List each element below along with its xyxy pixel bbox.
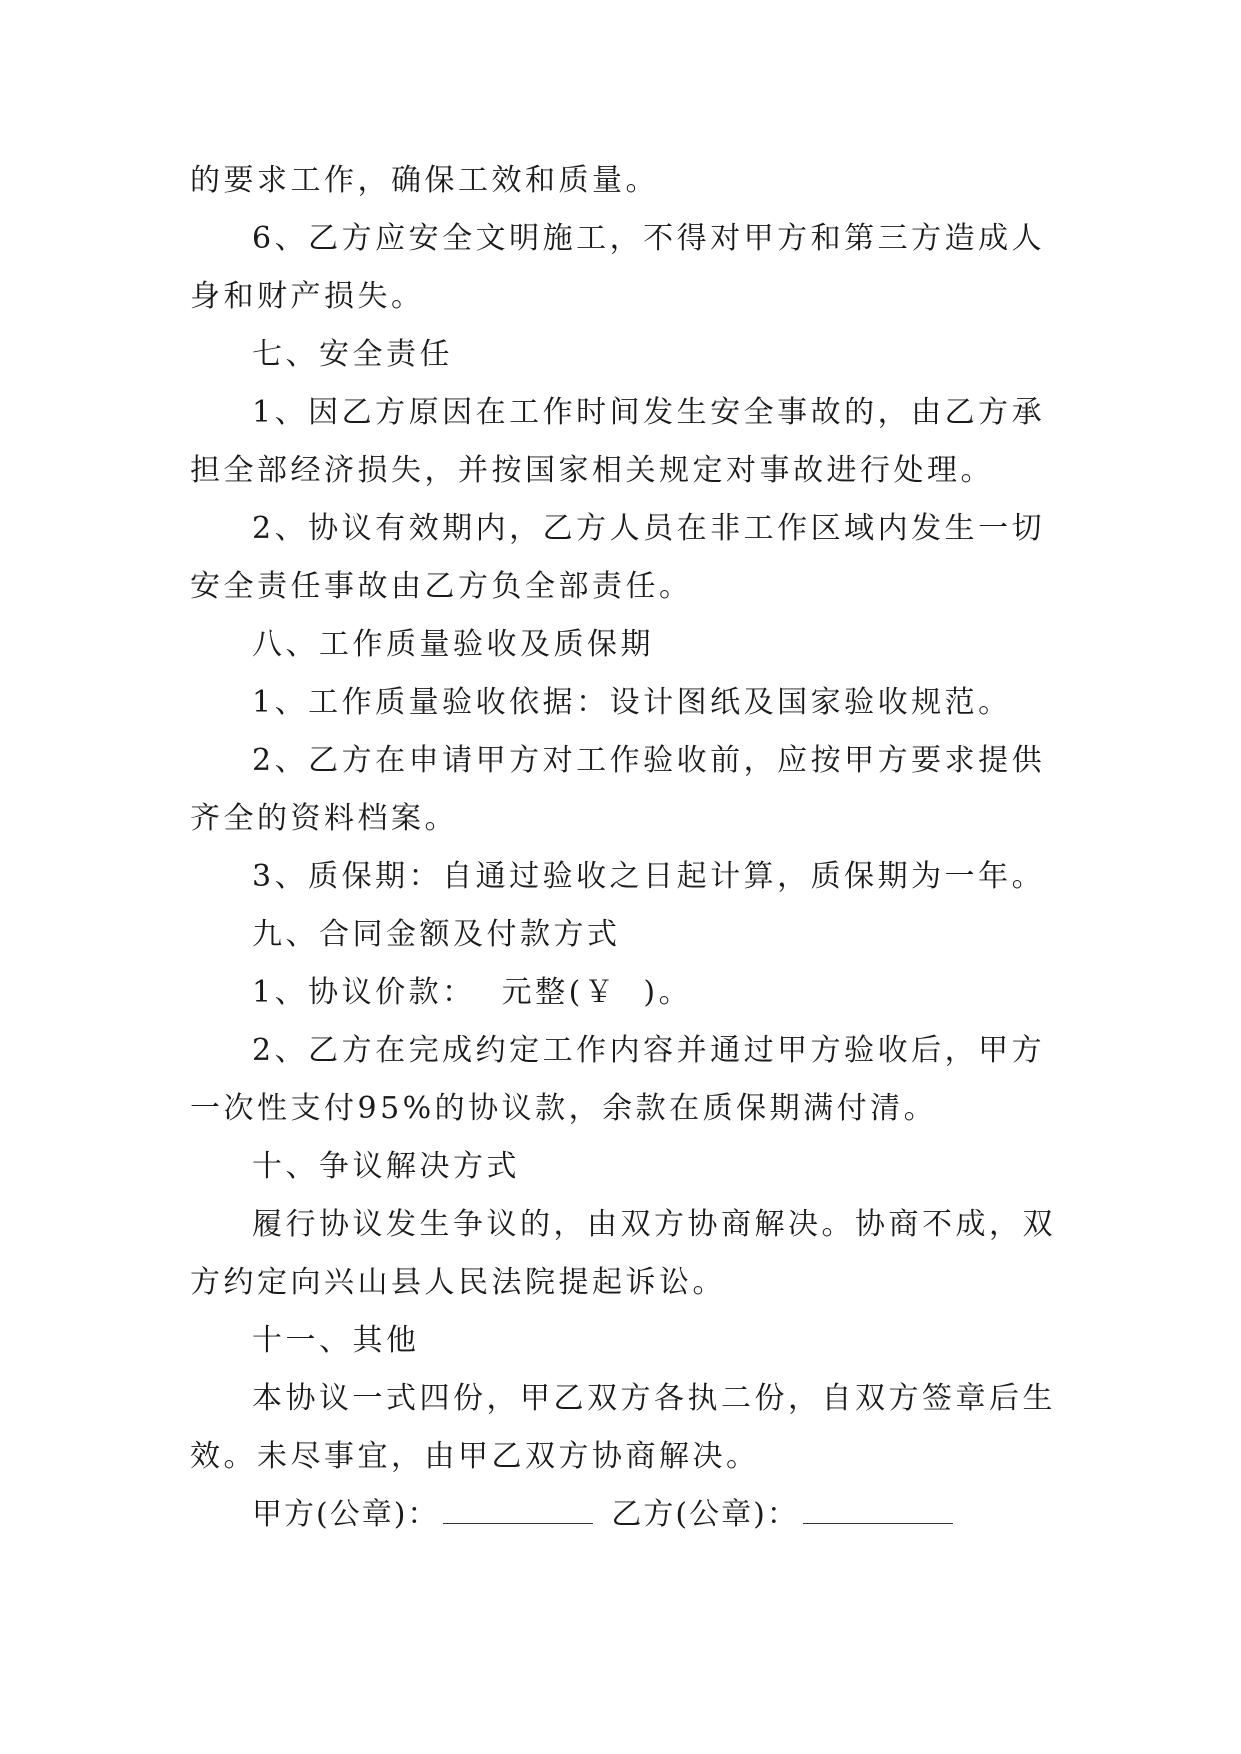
- text-line: 6、乙方应安全文明施工，不得对甲方和第三方造成人: [252, 221, 1046, 256]
- text-line: 身和财产损失。: [190, 279, 425, 314]
- text-line: 担全部经济损失，并按国家相关规定对事故进行处理。: [190, 453, 994, 488]
- text-line: 2、乙方在完成约定工作内容并通过甲方验收后，甲方: [252, 1033, 1046, 1068]
- text-line: 效。未尽事宜，由甲乙双方协商解决。: [190, 1439, 760, 1474]
- text-line: 1、协议价款： 元整(￥ )。: [252, 975, 693, 1010]
- text-line: 2、协议有效期内，乙方人员在非工作区域内发生一切: [252, 511, 1046, 546]
- text-line: 方约定向兴山县人民法院提起诉讼。: [190, 1265, 726, 1300]
- text-line: 2、乙方在申请甲方对工作验收前，应按甲方要求提供: [252, 743, 1046, 778]
- text-line: 1、因乙方原因在工作时间发生安全事故的，由乙方承: [252, 395, 1046, 430]
- text-line: 安全责任事故由乙方负全部责任。: [190, 569, 693, 604]
- section-heading: 九、合同金额及付款方式: [252, 917, 621, 952]
- party-b-seal-label: 乙方(公章)：: [611, 1497, 799, 1532]
- text-line: 1、工作质量验收依据：设计图纸及国家验收规范。: [252, 685, 1012, 720]
- document-page: [190, 152, 1060, 1544]
- text-line: 本协议一式四份，甲乙双方各执二份，自双方签章后生: [252, 1381, 1056, 1416]
- signature-row: [190, 1486, 1060, 1544]
- text-line: 的要求工作，确保工效和质量。: [190, 163, 659, 198]
- text-line: 齐全的资料档案。: [190, 801, 458, 836]
- party-b-signature-line: [803, 1489, 953, 1524]
- text-line: 一次性支付95%的协议款，余款在质保期满付清。: [190, 1091, 938, 1126]
- text-line: 履行协议发生争议的，由双方协商解决。协商不成，双: [252, 1207, 1056, 1242]
- document-body: [190, 152, 1060, 1486]
- party-a-seal-label: 甲方(公章)：: [252, 1497, 440, 1532]
- text-line: 3、质保期：自通过验收之日起计算，质保期为一年。: [252, 859, 1046, 894]
- section-heading: 十、争议解决方式: [252, 1149, 520, 1184]
- party-a-signature-line: [443, 1489, 593, 1524]
- section-heading: 十一、其他: [252, 1323, 420, 1358]
- section-heading: 七、安全责任: [252, 337, 453, 372]
- section-heading: 八、工作质量验收及质保期: [252, 627, 654, 662]
